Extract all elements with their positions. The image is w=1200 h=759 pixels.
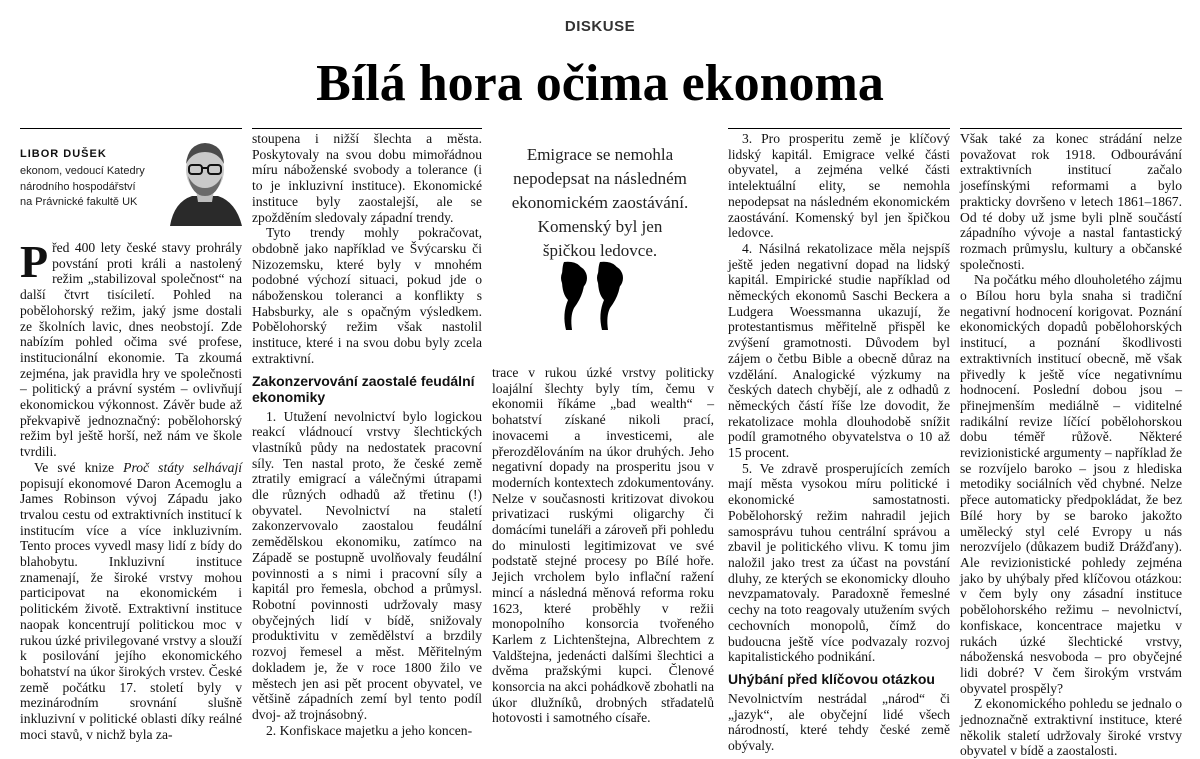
author-desc-line: národního hospodářství [20,180,136,193]
text-run: Ve své knize [34,459,124,475]
column-5 [960,131,1182,759]
pull-quote [500,143,700,263]
paragraph: Nevolnictvím nestrádal „národ“ či „jazyk“, ale obyčejní lidé všech národností, které tehdy české země obývaly. [728,690,950,754]
paragraph: Na počátku mého dlouholetého zájmu o Bílou horu byla snaha si tradiční negativní hodnocení korigovat. Poznání ekonomických dopadů pobělohorských institucí, a poznání škodlivosti extraktivních institucí obecně, mě však přivedly k ještě více negativnímu hodnocení. Poslední dobou jsou – přinejmenším mediálně – viditelné radikální revize líčící pobělohorskou dobu téměř růžově. Některé revizionistické argumenty – například že se rozvíjelo baroko – jsou z hlediska metodiky sociálních věd chybné. Nelze přece automaticky předpokládat, že bez Bílé hory by se baroko jakožto umělecký styl celé Evropy u nás nerozvíjelo (důkazem budiž Drážďany). Ale revizionistické pohledy zejména jako by uhýbaly před klíčovou otázkou: v čem byly ony zásadní instituce pobělohorského režimu – nevolnictví, konfiskace, koncentrace majetku v rukách úzké šlechtické vrstvy, náboženská nesvoboda – pro obyčejné lidi dobré? V čem širokým vrstvám obyvatel prospěly? [960,272,1182,696]
subheading: Zakonzervování zaostalé feudální ekonomiky [252,372,475,405]
pull-quote-line: nepodepsat na následném [513,169,687,188]
lead-text: řed 400 lety české stavy prohrály povstání proti králi a nastolený režim „stabilizoval společnost“ na další čtvrt tisíciletí. Pohled na pobělohorský režim, jaký jsme dostali ze školních lavic, dnes neobstojí. Zde nabízím pohled očima své profese, institucionální ekonomie. Ta zkoumá zejména, jak pravidla hry ve společnosti – politický a právní systém – ovlivňují ekonomickou výkonnost. Závěr bude až překvapivě jednoznačný: pobělohorský režim byl ještě horší, než nám ve škole tvrdili. [20,240,242,460]
top-rule-col2 [252,128,482,129]
column-2 [252,131,482,738]
pull-quote-line: Emigrace se nemohla [526,145,674,164]
paragraph: 2. Konfiskace majetku a jeho koncen- [266,722,473,738]
author-desc-line: ekonom, vedoucí Katedry [20,165,145,177]
paragraph: 5. Ve zdravě prosperujících zemích mají města vysokou míru politické i ekonomické samostatnosti. Pobělohorský režim nahradil jejich samosprávu tuhou centrální správou a zbavil je politického vlivu. K tomu jim naložil jako trest za účast na povstání dluhy, ze kterých se ekonomicky dlouho nevzpamatovaly. Paradoxně řemeslné cechy na toto reagovaly utužením svých cechovních monopolů, čímž do budoucna ještě více podvazaly rozvoj kapitalistického podnikání. [728,460,950,665]
paragraph: 3. Pro prosperitu země je klíčový lidský kapitál. Emigrace velké části obyvatel, a zejména velké části intelektuální elity, se nemohla nepodepsat na následném ekonomickém zaostávání. Komenský byl jen špičkou ledovce. [728,131,950,241]
column-4 [728,131,950,754]
subheading: Uhýbání před klíčovou otázkou [728,670,935,687]
drop-cap: P [20,236,49,287]
author-name: LIBOR DUŠEK [20,148,107,160]
column-3 [492,365,714,726]
top-rule-col5 [960,128,1182,129]
paragraph: 1. Utužení nevolnictví bylo logickou reakcí vládnoucí vrstvy šlechtických vlastníků půdy na nedostatek pracovní síly. Ten nastal proto, že české země ztratily emigrací a válečnými útrapami dle různých odhadů až třetinu (!) obyvatel. Nevolnictví na staletí zakonzervovalo zaostalou feudální zemědělskou ekonomiku, zatímco na Západě se postupně uvolňovaly feudální povinnosti a s nimi i pracovní síly a kapitál pro řemesla, obchod a průmysl. Robotní povinnosti udržovaly masy obyčejných lidí v bídě, snižovaly produktivitu v zemědělství a brzdily rozvoj řemesel a měst. Měřitelným dokladem je, že v roce 1800 žilo ve městech jen asi pět procent obyvatel, ve většině západních zemí byl tento podíl dvoj- až trojnásobný. [252,408,482,722]
section-rubric: DISKUSE [564,18,636,35]
author-desc-line: na Právnické fakultě UK [20,196,138,208]
article-headline: Bílá hora očima ekonoma [316,55,884,112]
paragraph: stoupena i nižší šlechta a města. Poskytovaly na svou dobu mimořádnou míru náboženské svobody a tolerance (i to je inkluzivní instituce). Ekonomické instituce byly zaostalejší, ale se zpožděním sledovaly západní trendy. [252,131,482,225]
paragraph [20,460,242,743]
paragraph: Z ekonomického pohledu se jednalo o jednoznačně extraktivní instituce, které několik staletí udržovaly široké vrstvy obyvatel v bídě a zaostalosti. [960,696,1182,759]
author-box [20,128,242,228]
pull-quote-line: špičkou ledovce. [542,241,658,260]
quotation-mark-icon [560,258,640,338]
paragraph: 4. Násilná rekatolizace měla nejspíš ještě jeden negativní dopad na lidský kapitál. Empirické studie například od německých ekonomů Saschi Beckera a Ludgera Woessmanna ukazují, že protestantismus měřitelně přispěl ke zvýšení gramotnosti. Důvodem byl zájem o četbu Bible a obecně důraz na vzdělání. Analogické výzkumy na českých datech chybějí, ale z odhadů z německých částí říše lze dovodit, že rekatolizace mohla dlouhodobě snížit podíl gramotného obyvatelstva o 10 až 15 procent. [728,240,950,461]
paragraph: Tyto trendy mohly pokračovat, obdobně jako například ve Švýcarsku či Nizozemsku, které byly v mnohém podobné výchozí situaci, pokud jde o náboženskou toleranci a konflikty s Habsburky, ale s opačným výsledkem. Pobělohorský režim však nastolil instituce, které i na svou dobu byly zcela extraktivní. [252,225,482,366]
lead-paragraph [20,236,242,460]
column-1 [20,236,242,743]
paragraph: trace v rukou úzké vrstvy politicky loajální šlechty byly tím, čemu v ekonomii říkáme „bad wealth“ – bohatství získané nikoli prací, inovacemi a investicemi, ale přerozdělováním na úkor druhých. Jeho negativní dopady na prosperitu jsou v moderních kontextech zdokumentovány. Nelze v současnosti kritizovat divokou privatizaci ruskými oligarchy či domácími tuneláři a zároveň při pohledu do minulosti legitimizovat ve své podstatě stejné procesy po Bílé hoře. Jejich vrcholem bylo inflační ražení mincí a následná měnová reforma roku 1623, které proběhly v režii monopolního konsorcia tvořeného Karlem z Lichtenštejna, Albrechtem z Valdštejna, jedenácti dalšími šlechtici a dvěma pražskými kupci. Členové konsorcia na akci pohádkově zbohatli na úkor dlužníků, drobných střadatelů hotovosti i samotného císaře. [492,365,714,726]
pull-quote-line: ekonomickém zaostávání. [511,193,689,212]
top-rule-col4 [728,128,950,129]
paragraph: Však také za konec strádání nelze považovat rok 1918. Odbourávání extraktivních institucí začalo josefínskými reformami a bylo prakticky dovršeno v letech 1861–1867. Od té doby už jsme byli plně součástí západního vývoje a nastal fantastický rozmach průmyslu, kultury a občanské společnosti. [960,131,1182,272]
author-description [20,164,170,211]
book-title: Proč státy selhávají [123,459,242,475]
text-run: popisují ekonomové Daron Acemoglu a James Robinson vývoj Západu jako trvalou cestu od extraktivních institucí k institucím více a více inkluzivním. Tento proces vyvedl masy lidí z bídy do blahobytu. Inkluzivní instituce znamenají, že široké vrstvy mohou participovat na ekonomickém i politickém životě. Extraktivní instituce naopak koncentrují politickou moc v rukou úzké privilegované vrstvy a slouží k posilování jejího ekonomického bohatství na úkor širokých vrstev. České země počátku 17. století byly v mezinárodním srovnání slušně inkluzivní v politické oblasti díky reálné moci stavů, v nichž byla za- [20,475,242,742]
author-portrait [166,130,244,226]
pull-quote-line: Komenský byl jen [537,217,663,236]
